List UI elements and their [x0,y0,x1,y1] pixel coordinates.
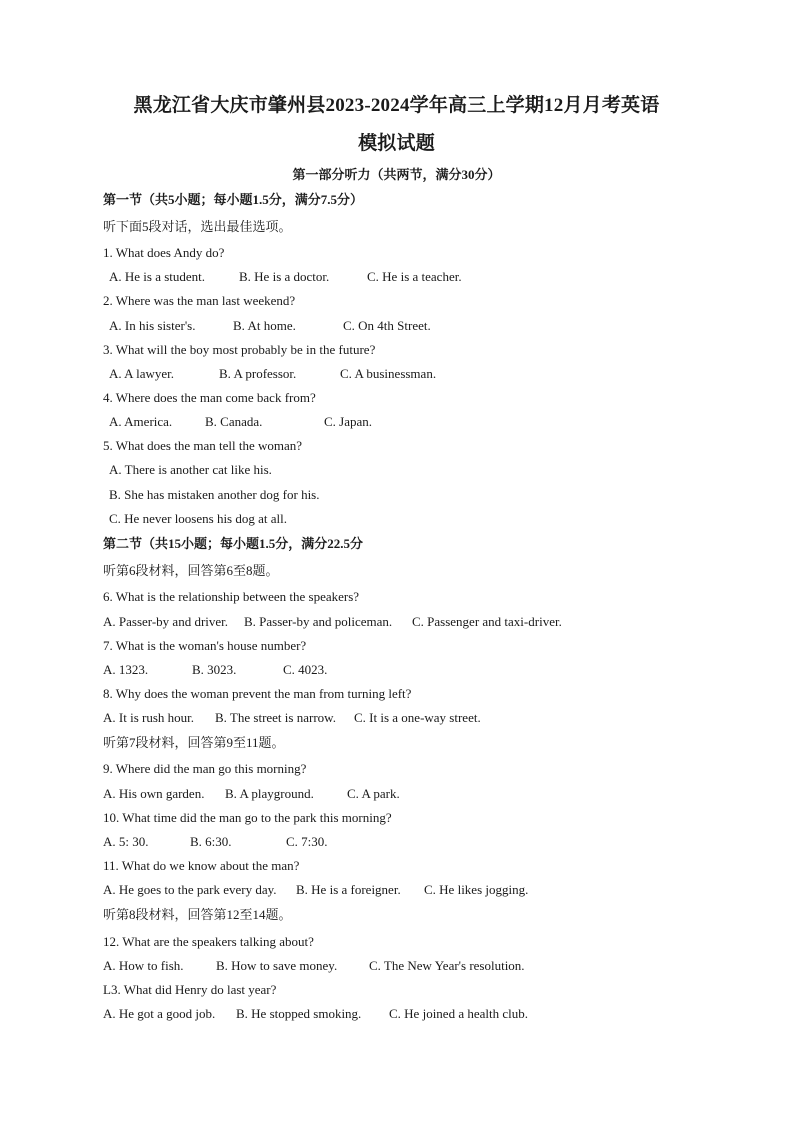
question-stem: 11. What do we know about the man? [103,858,300,873]
question-stem: 2. Where was the man last weekend? [103,293,296,308]
question-option: A. 5: 30. [103,834,149,849]
question-option: B. A professor. [219,366,297,381]
question-stem: 12. What are the speakers talking about? [103,934,314,949]
question-option: A. How to fish. [103,958,184,973]
question-option: A. His own garden. [103,786,205,801]
question-option: A. A lawyer. [109,366,174,381]
question-option: B. He is a foreigner. [296,882,401,897]
question-stem: 10. What time did the man go to the park this morning? [103,810,392,825]
question-option: B. Passer-by and policeman. [244,614,393,629]
question-option: C. He joined a health club. [389,1006,528,1021]
question-option: B. At home. [233,318,296,333]
question-option: C. The New Year's resolution. [369,958,525,973]
question-stem: 7. What is the woman's house number? [103,638,307,653]
question-option: A. It is rush hour. [103,710,194,725]
question-option: C. He is a teacher. [367,269,462,284]
section1-heading: 第一节（共5小题；每小题1.5分，满分7.5分） [103,192,364,207]
group-instruction: 听第6段材料，回答第6至8题。 [103,563,279,578]
question-option: C. On 4th Street. [343,318,431,333]
section1-instruction: 听下面5段对话，选出最佳选项。 [103,219,292,234]
question-option: C. He never loosens his dog at all. [109,511,287,526]
question-option: C. 4023. [283,662,328,677]
section2-heading: 第二节（共15小题；每小题1.5分，满分22.5分 [103,536,364,551]
question-stem: 3. What will the boy most probably be in the future? [103,342,376,357]
question-stem: 9. Where did the man go this morning? [103,761,307,776]
question-option: B. Canada. [205,414,263,429]
question-option: B. She has mistaken another dog for his. [109,487,320,502]
group-instruction: 听第8段材料，回答第12至14题。 [103,907,292,922]
question-option: A. 1323. [103,662,149,677]
question-stem: 6. What is the relationship between the speakers? [103,589,360,604]
document-title-line2: 模拟试题 [358,133,435,154]
question-stem: 4. Where does the man come back from? [103,390,316,405]
question-option: C. Passenger and taxi-driver. [412,614,562,629]
question-option: A. He got a good job. [103,1006,216,1021]
question-stem: L3. What did Henry do last year? [103,982,277,997]
question-stem: 8. Why does the woman prevent the man from turning left? [103,686,412,701]
question-option: B. He is a doctor. [239,269,330,284]
question-option: C. Japan. [324,414,373,429]
part1-heading: 第一部分听力（共两节，满分30分） [292,167,501,182]
question-option: A. In his sister's. [109,318,196,333]
question-option: B. A playground. [225,786,314,801]
question-option: B. The street is narrow. [215,710,336,725]
question-option: A. He goes to the park every day. [103,882,277,897]
question-option: A. There is another cat like his. [109,462,272,477]
question-option: A. America. [109,414,173,429]
question-stem: 1. What does Andy do? [103,245,225,260]
question-option: C. A businessman. [340,366,437,381]
group-instruction: 听第7段材料，回答第9至11题。 [103,735,285,750]
question-option: B. 6:30. [190,834,232,849]
document-title-line1: 黑龙江省大庆市肇州县2023-2024学年高三上学期12月月考英语 [133,95,660,116]
question-option: C. He likes jogging. [424,882,529,897]
question-option: B. How to save money. [216,958,338,973]
question-option: C. A park. [347,786,400,801]
question-option: A. He is a student. [109,269,206,284]
question-option: C. It is a one-way street. [354,710,481,725]
question-option: B. 3023. [192,662,237,677]
question-option: B. He stopped smoking. [236,1006,362,1021]
question-option: A. Passer-by and driver. [103,614,229,629]
question-stem: 5. What does the man tell the woman? [103,438,303,453]
question-option: C. 7:30. [286,834,328,849]
